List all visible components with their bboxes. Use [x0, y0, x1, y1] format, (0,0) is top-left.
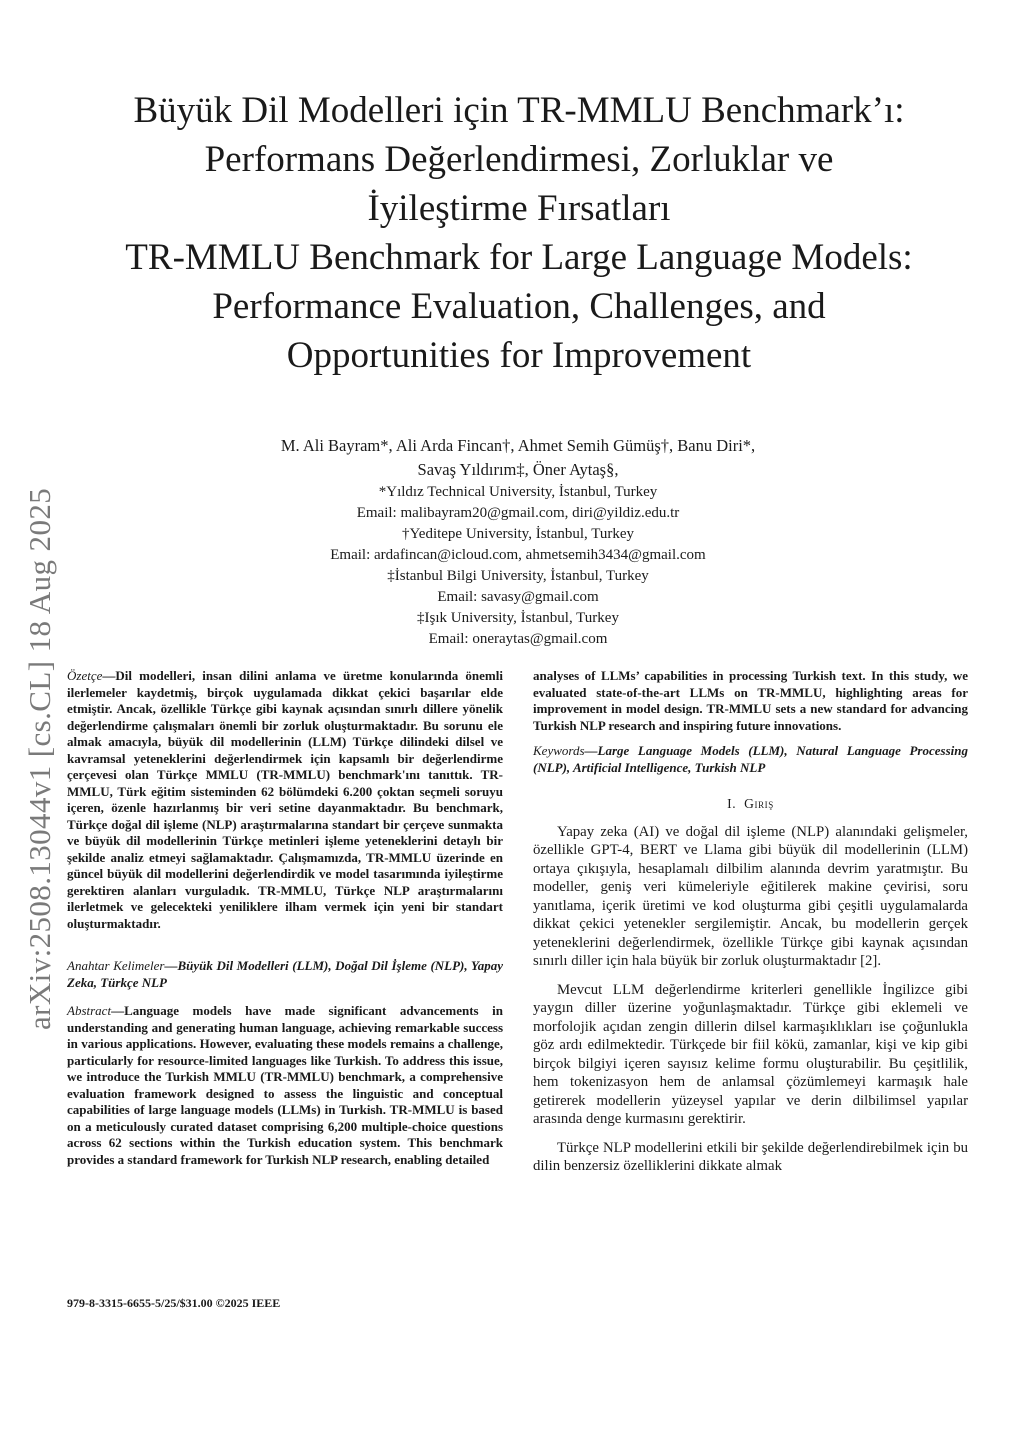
title-line: Performans Değerlendirmesi, Zorluklar ve: [204, 139, 834, 180]
title-line: İyileştirme Fırsatları: [367, 188, 671, 229]
title-line: TR-MMLU Benchmark for Large Language Models:: [125, 237, 913, 278]
abstract-continuation: analyses of LLMs’ capabilities in processing Turkish text. In this study, we evaluated state-of-the-art LLMs on TR-MMLU, highlighting areas for improvement in model design. TR-MMLU sets a new standard for advancing Turkish NLP research and inspiring future innovations.: [533, 668, 968, 733]
keywords-paragraph: [533, 743, 968, 776]
abstract-paragraph: [67, 1003, 503, 1168]
keywords-label: Keywords: [533, 743, 585, 758]
anahtar-text: —Büyük Dil Modelleri (LLM), Doğal Dil İşleme (NLP), Yapay Zeka, Türkçe NLP: [67, 958, 503, 990]
section-heading: [533, 796, 968, 813]
body-paragraph: Türkçe NLP modellerini etkili bir şekilde değerlendirebilmek için bu dilin benzersiz özelliklerini dikkate almak: [533, 1139, 968, 1174]
right-column: [533, 668, 968, 1176]
anahtar-paragraph: [67, 958, 503, 991]
body-paragraph: Yapay zeka (AI) ve doğal dil işleme (NLP) alanındaki gelişmeler, özellikle GPT-4, BERT ve Llama gibi büyük dil modellerinin (LLM) ortaya çıkışıyla, hesaplamalı dilbilim alanında devrim yaratmıştır. Bu modeller, geniş veri kümeleriyle eğitilerek makine çevirisi, soru yanıtlama, içerik üretimi ve kod oluşturma gibi çeşitli uygulamalarda dikkat çekici yetenekler sergilemiştir. Ancak, bu modellerin gerçek yeteneklerini değerlendirmek, özellikle Türkçe gibi kaynak açısından sınırlı diller için hala büyük bir zorluk oluşturmaktadır [2].: [533, 823, 968, 969]
paper-title: [40, 86, 998, 380]
abstract-label: Abstract: [67, 1003, 112, 1018]
author-block: [160, 434, 876, 650]
ozetce-text: —Dil modelleri, insan dilini anlama ve üretme konularında önemli ilerlemeler kaydetmiş, birçok uygulamada dikkat çekici başarılar elde etmiştir. Ancak, özellikle Türkçe gibi kaynak açısından sınırlı dillere yönelik değerlendirme çalışmaları önemli bir zorluk oluşturmaktadır. Bu sorunu ele almak amacıyla, büyük dil modellerinin (LLM) Türkçe dilindeki dilsel ve kavramsal yeteneklerini değerlendirmek için kapsamlı bir değerlendirme çerçevesi olan Türkçe MMLU (TR-MMLU) benchmark'ını tanıttık. TR-MMLU, Türk eğitim sisteminden 62 bölümdeki 6.200 çoktan seçmeli soruyu içeren, özenle hazırlanmış bir veri setine dayanmaktadır. Bu benchmark, Türkçe doğal dil işleme (NLP) araştırmalarına standart bir çerçeve sunmakta ve büyük dil modellerinin Türkçe metinleri işleme yeteneklerini detaylı bir şekilde analiz etmeyi sağlamaktadır. Çalışmamızda, TR-MMLU üzerinde en güncel büyük dil modellerini değerlendirdik ve model tasarımında iyileştirme gerektiren alanları vurguladık. TR-MMLU, Türkçe NLP araştırmalarını ilerletmek ve gelecekteki yeniliklere ilham vermek için yeni bir standart oluşturmaktadır.: [67, 668, 503, 931]
keywords-text: —Large Language Models (LLM), Natural Language Processing (NLP), Artificial Intelligence, Turkish NLP: [533, 743, 968, 775]
author-names: M. Ali Bayram*, Ali Arda Fincan†, Ahmet Semih Gümüş†, Banu Diri*,: [280, 436, 756, 455]
section-number: I.: [727, 796, 737, 811]
copyright-footer: 979-8-3315-6655-5/25/$31.00 ©2025 IEEE: [67, 1296, 281, 1310]
title-line: Büyük Dil Modelleri için TR-MMLU Benchmark’ı:: [133, 90, 905, 131]
author-names: Savaş Yıldırım‡, Öner Aytaş§,: [417, 460, 619, 479]
author-email: Email: ardafincan@icloud.com, ahmetsemih3434@gmail.com: [330, 547, 706, 563]
ozetce-label: Özetçe: [67, 668, 103, 683]
affiliation: †Yeditepe University, İstanbul, Turkey: [401, 526, 635, 542]
author-email: Email: savasy@gmail.com: [437, 589, 599, 605]
affiliation: *Yıldız Technical University, İstanbul, Turkey: [378, 484, 658, 500]
left-column: [67, 668, 503, 1168]
title-line: Performance Evaluation, Challenges, and: [212, 286, 826, 327]
affiliation: ‡Işık University, İstanbul, Turkey: [417, 610, 619, 626]
author-email: Email: malibayram20@gmail.com, diri@yildiz.edu.tr: [356, 505, 680, 521]
anahtar-label: Anahtar Kelimeler: [67, 958, 165, 973]
title-line: Opportunities for Improvement: [286, 335, 752, 376]
author-email: Email: oneraytas@gmail.com: [428, 631, 608, 647]
body-paragraph: Mevcut LLM değerlendirme kriterleri genellikle İngilizce gibi yaygın diller üzerine yoğunlaşmaktadır. Türkçe gibi eklemeli ve morfolojik açıdan zengin dillerin dilsel karmaşıklıkları ise çoğunlukla göz ardı edilmektedir. Türkçede bir fiil kökü, zamanlar, kişi ve kip gibi birçok bilgiyi içeren sayısız kelime formu oluşturabilir. Bu çeşitlilik, hem tokenizasyon hem de anlamsal çözümlemeyi karmaşık hale getirerek modellerin yüzeysel yapılar ve derin dilbilimsel yapılar arasında denge kurmasını gerektirir.: [533, 981, 968, 1127]
ozetce-paragraph: [67, 668, 503, 932]
section-title: Giriş: [744, 796, 774, 811]
affiliation: ‡İstanbul Bilgi University, İstanbul, Turkey: [387, 568, 649, 584]
abstract-text: —Language models have made significant advancements in understanding and generating human language, achieving remarkable success in various applications. However, evaluating these models remains a challenge, particularly for resource-limited languages like Turkish. To address this issue, we introduce the Turkish MMLU (TR-MMLU) benchmark, a comprehensive evaluation framework designed to assess the linguistic and conceptual capabilities of large language models (LLMs) in Turkish. TR-MMLU is based on a meticulously curated dataset comprising 6,200 multiple-choice questions across 62 sections within the Turkish education system. This benchmark provides a standard framework for Turkish NLP research, enabling detailed: [67, 1003, 503, 1167]
arxiv-stamp[interactable]: arXiv:2508.13044v1 [cs.CL] 18 Aug 2025: [22, 487, 57, 1030]
